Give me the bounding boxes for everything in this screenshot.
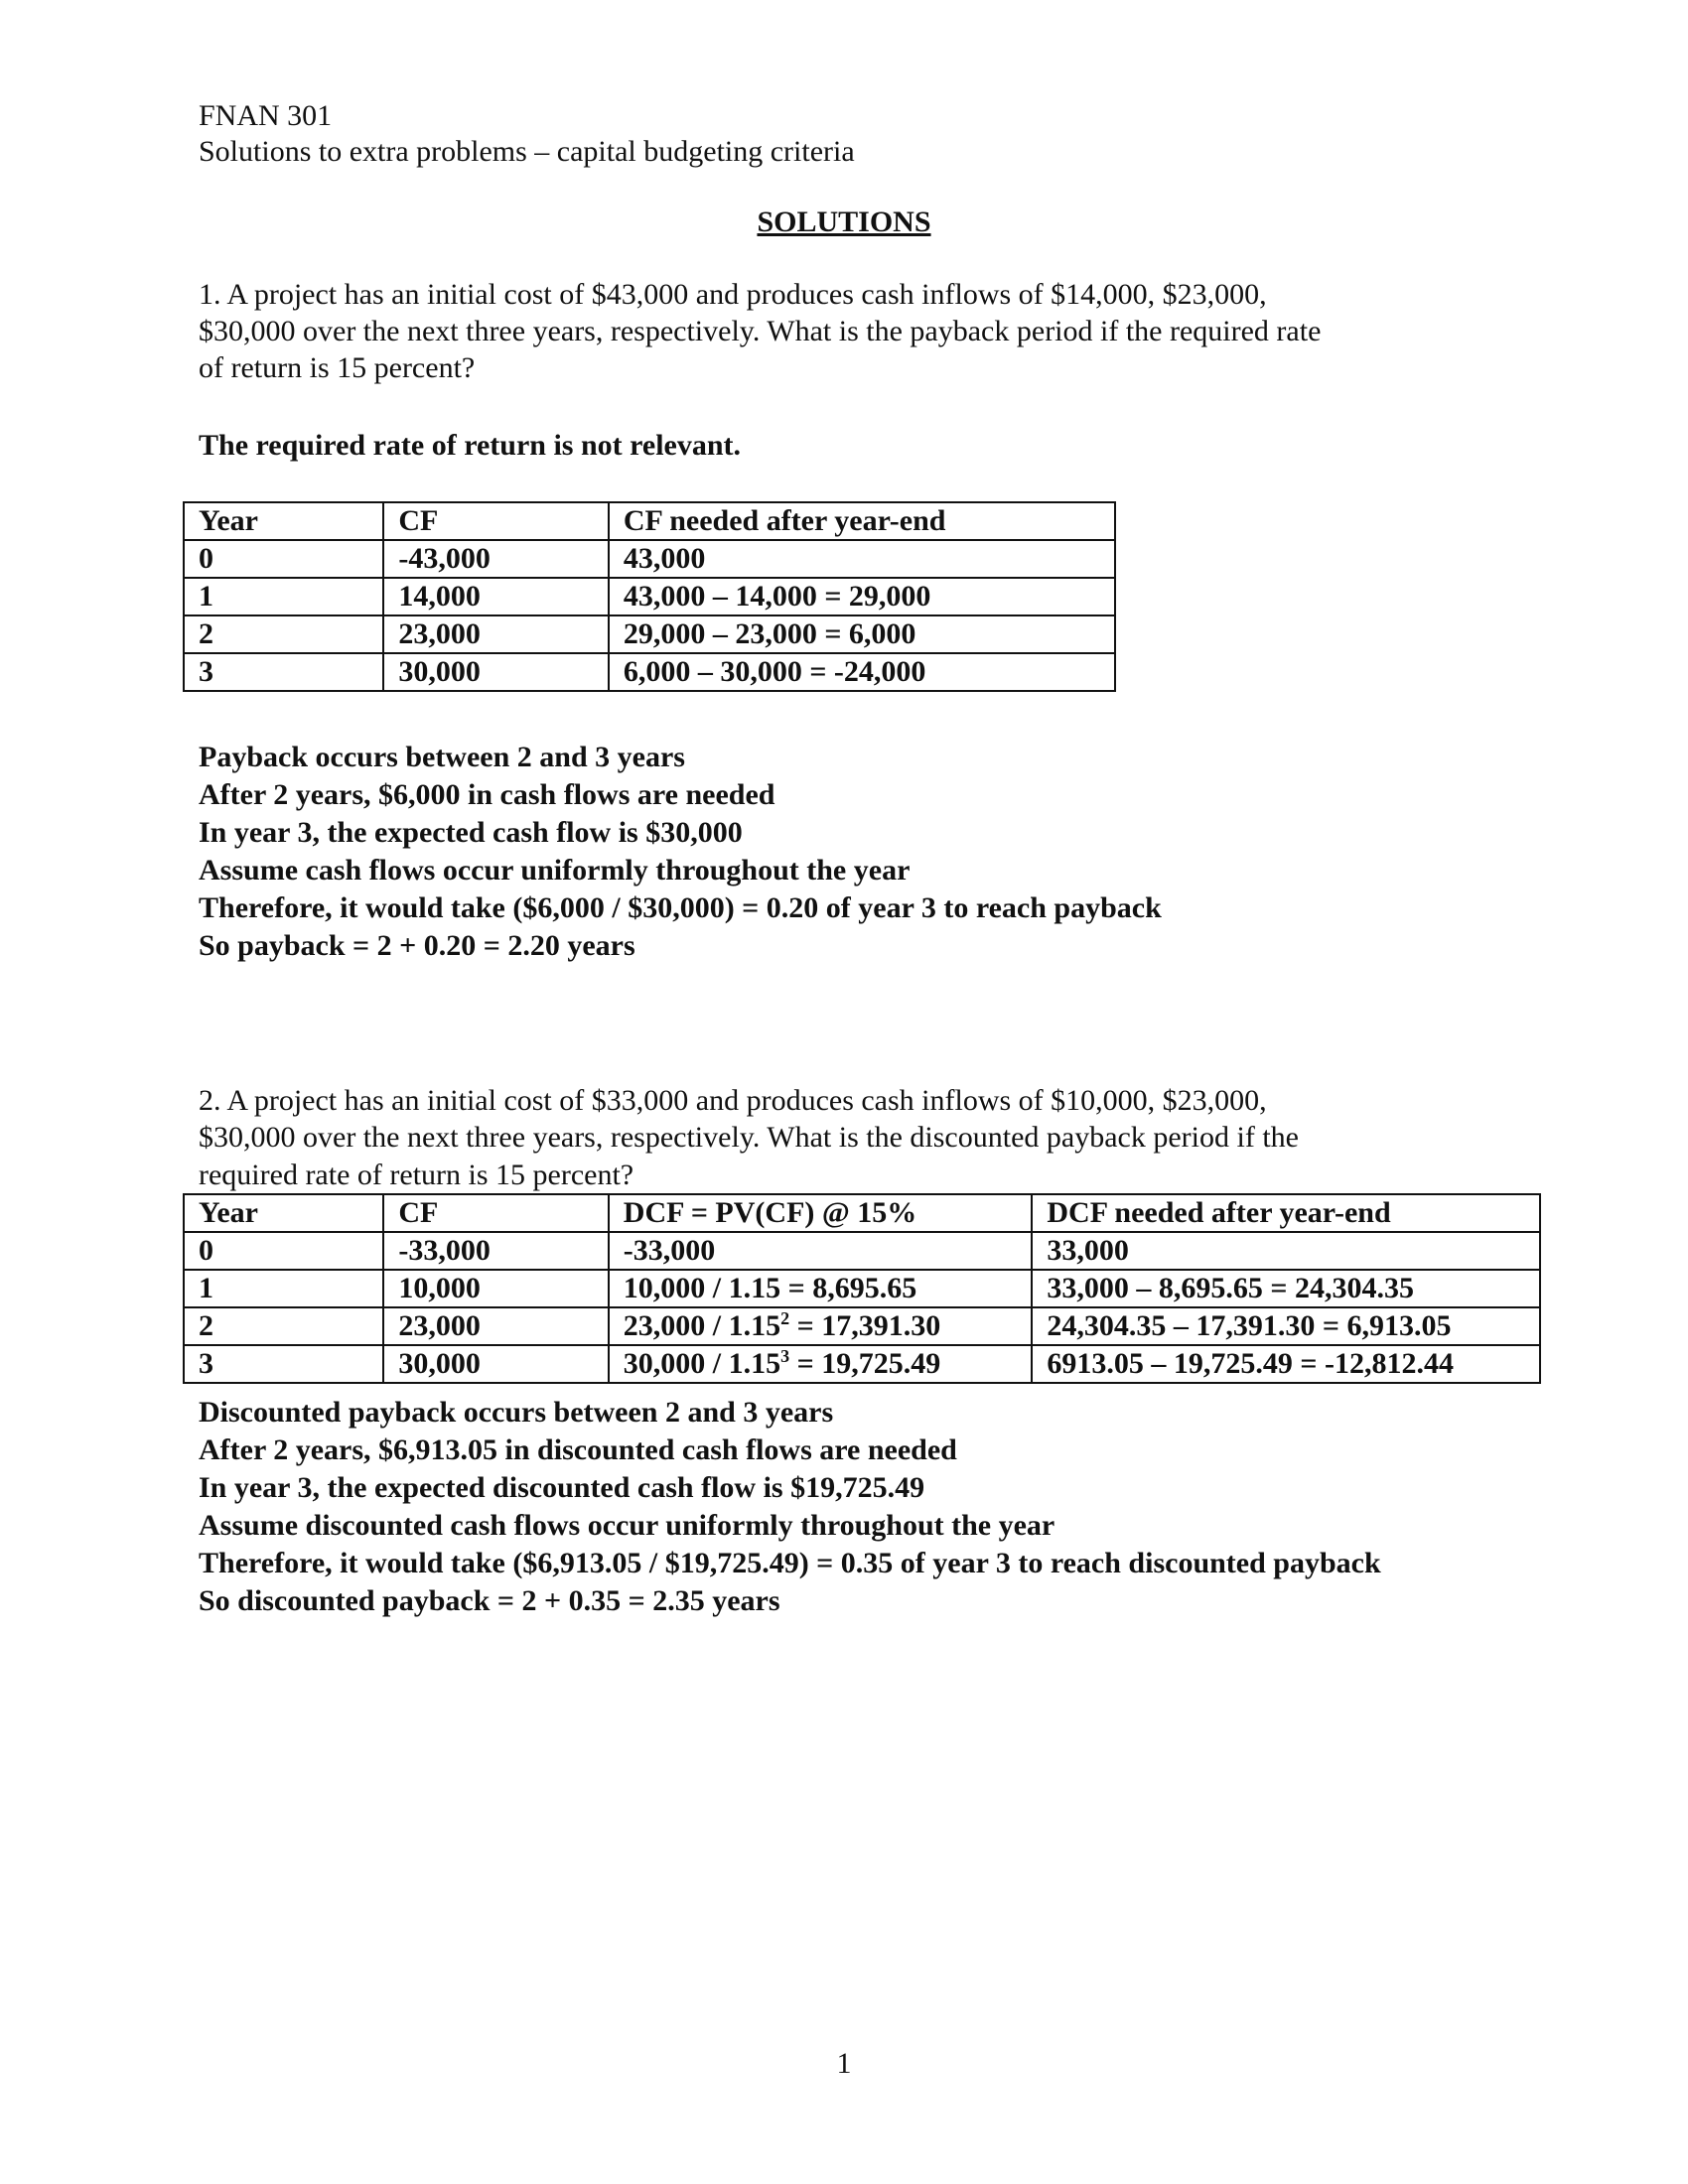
problem1-explanation-line: Therefore, it would take ($6,000 / $30,000) = 0.20 of year 3 to reach payback (199, 891, 1162, 924)
dcf-text: 30,000 / 1.15 (623, 1347, 781, 1380)
cell-year: 2 (184, 1307, 383, 1345)
problem2-explanation-line: Assume discounted cash flows occur uniformly throughout the year (199, 1509, 1055, 1542)
cell-cf-needed: 29,000 – 23,000 = 6,000 (609, 615, 1115, 653)
discounted-payback-table (183, 1193, 1541, 1384)
problem1-question-line: 1. A project has an initial cost of $43,000 and produces cash inflows of $14,000, $23,000, (199, 278, 1267, 311)
cell-cf-needed: 43,000 (609, 540, 1115, 578)
cell-dcf-needed: 6913.05 – 19,725.49 = -12,812.44 (1032, 1345, 1540, 1383)
table-row (184, 1232, 1540, 1270)
table-row (184, 1270, 1540, 1307)
problem2-explanation-line: Therefore, it would take ($6,913.05 / $19,725.49) = 0.35 of year 3 to reach discounted payback (199, 1547, 1381, 1579)
table-row (184, 540, 1115, 578)
cell-year: 2 (184, 615, 383, 653)
table-row (184, 578, 1115, 615)
problem1-explanation-line: In year 3, the expected cash flow is $30,000 (199, 816, 743, 849)
header-cf: CF (383, 502, 608, 540)
cell-dcf (609, 1345, 1033, 1383)
problem1-note: The required rate of return is not relevant. (199, 429, 742, 462)
problem2-question-line: 2. A project has an initial cost of $33,000 and produces cash inflows of $10,000, $23,000, (199, 1084, 1267, 1117)
problem2-question-line: required rate of return is 15 percent? (199, 1159, 634, 1191)
problem2-explanation-line: In year 3, the expected discounted cash flow is $19,725.49 (199, 1471, 925, 1504)
dcf-text: 10,000 / 1.15 = 8,695.65 (623, 1272, 917, 1304)
course-code: FNAN 301 (199, 99, 333, 132)
cell-year: 3 (184, 653, 383, 691)
payback-table (183, 501, 1116, 692)
cell-dcf-needed: 33,000 (1032, 1232, 1540, 1270)
page-number: 1 (836, 2047, 852, 2080)
cell-cf-needed: 6,000 – 30,000 = -24,000 (609, 653, 1115, 691)
cell-cf: 23,000 (383, 615, 608, 653)
problem1-question-line: of return is 15 percent? (199, 351, 476, 384)
cell-cf: 10,000 (383, 1270, 608, 1307)
cell-dcf-needed: 24,304.35 – 17,391.30 = 6,913.05 (1032, 1307, 1540, 1345)
cell-dcf (609, 1232, 1033, 1270)
problem2-explanation-line: So discounted payback = 2 + 0.35 = 2.35 years (199, 1584, 780, 1617)
page-title (0, 204, 1688, 241)
problem2-question-line: $30,000 over the next three years, respectively. What is the discounted payback period if the (199, 1121, 1299, 1154)
cell-year: 1 (184, 1270, 383, 1307)
table-row (184, 615, 1115, 653)
table-row (184, 653, 1115, 691)
solutions-heading: SOLUTIONS (757, 205, 931, 238)
cell-cf: 30,000 (383, 653, 608, 691)
problem2-explanation-line: After 2 years, $6,913.05 in discounted cash flows are needed (199, 1433, 957, 1466)
cell-dcf (609, 1270, 1033, 1307)
cell-cf: -43,000 (383, 540, 608, 578)
cell-dcf-needed: 33,000 – 8,695.65 = 24,304.35 (1032, 1270, 1540, 1307)
cell-cf: -33,000 (383, 1232, 608, 1270)
problem2-explanation-line: Discounted payback occurs between 2 and 3 years (199, 1396, 834, 1429)
cell-year: 1 (184, 578, 383, 615)
dcf-exponent: 2 (780, 1308, 790, 1328)
cell-cf: 14,000 (383, 578, 608, 615)
dcf-text: -33,000 (623, 1234, 716, 1267)
dcf-exponent: 3 (780, 1346, 790, 1366)
cell-cf-needed: 43,000 – 14,000 = 29,000 (609, 578, 1115, 615)
table-row (184, 1345, 1540, 1383)
problem1-explanation-line: So payback = 2 + 0.20 = 2.20 years (199, 929, 635, 962)
cell-year: 0 (184, 540, 383, 578)
problem1-question-line: $30,000 over the next three years, respectively. What is the payback period if the required rate (199, 315, 1322, 347)
problem1-explanation-line: Payback occurs between 2 and 3 years (199, 741, 685, 773)
header-dcf-needed: DCF needed after year-end (1032, 1194, 1540, 1232)
cell-year: 3 (184, 1345, 383, 1383)
problem1-explanation-line: Assume cash flows occur uniformly throughout the year (199, 854, 911, 887)
table-row (184, 1307, 1540, 1345)
cell-cf: 23,000 (383, 1307, 608, 1345)
header-cf: CF (383, 1194, 608, 1232)
dcf-result: = 17,391.30 (789, 1309, 941, 1342)
header-cf-needed: CF needed after year-end (609, 502, 1115, 540)
table-header-row (184, 502, 1115, 540)
dcf-result: = 19,725.49 (789, 1347, 941, 1380)
cell-year: 0 (184, 1232, 383, 1270)
header-dcf: DCF = PV(CF) @ 15% (609, 1194, 1033, 1232)
header-year: Year (184, 502, 383, 540)
problem1-explanation-line: After 2 years, $6,000 in cash flows are needed (199, 778, 775, 811)
cell-dcf (609, 1307, 1033, 1345)
cell-cf: 30,000 (383, 1345, 608, 1383)
table-header-row (184, 1194, 1540, 1232)
document-subtitle: Solutions to extra problems – capital budgeting criteria (199, 135, 855, 168)
header-year: Year (184, 1194, 383, 1232)
dcf-text: 23,000 / 1.15 (623, 1309, 781, 1342)
